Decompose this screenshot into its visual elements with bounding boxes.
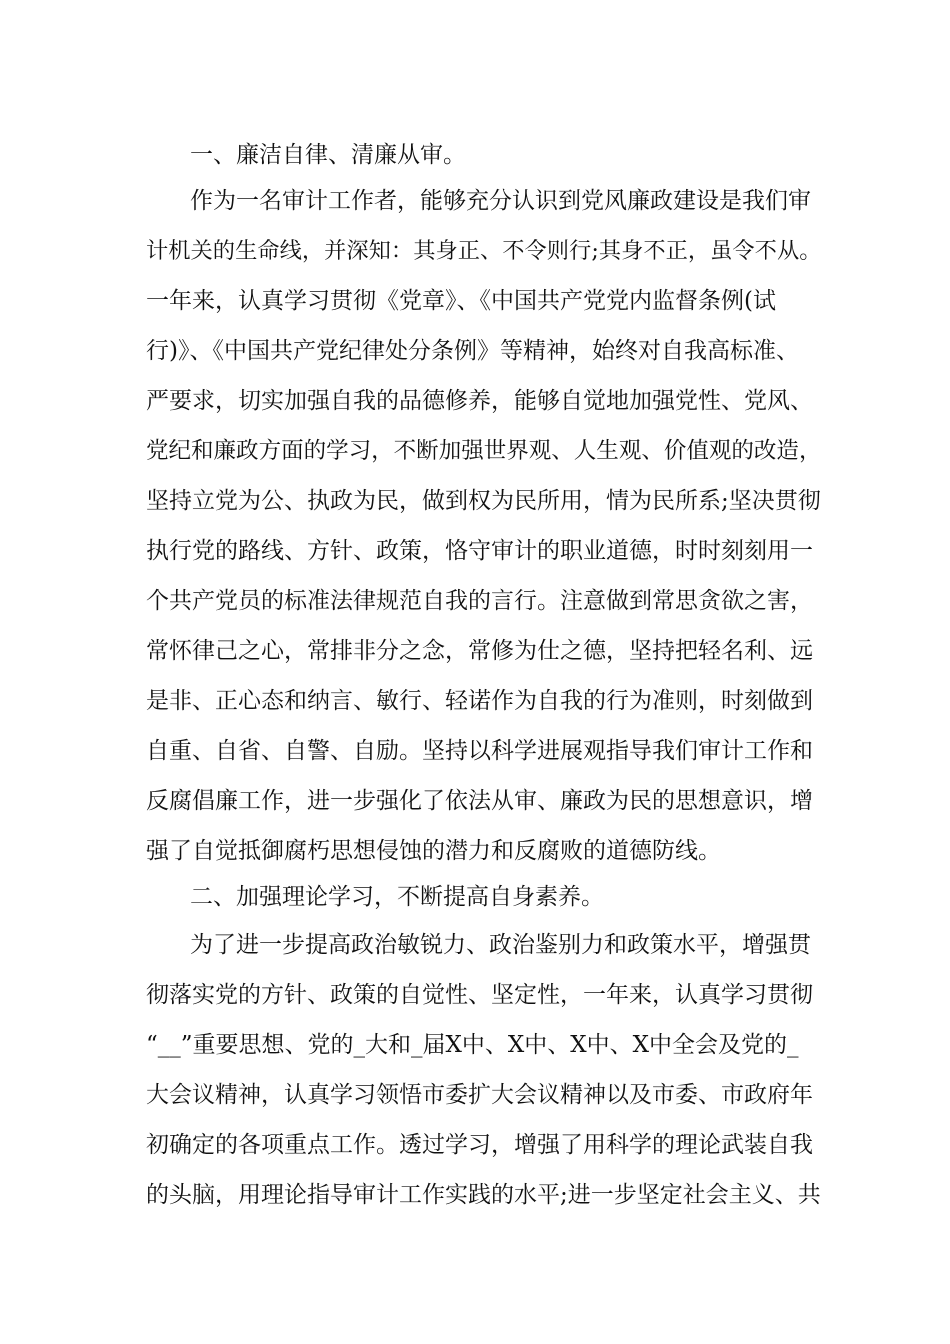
paragraph-line: 计机关的生命线，并深知：其身正、不令则行;其身不正，虽令不从。 (146, 238, 822, 264)
paragraph-line: 彻落实党的方针、政策的自觉性、坚定性，一年来，认真学习贯彻 (146, 982, 813, 1008)
paragraph-line: “__”重要思想、党的_大和_届X中、X中、X中、X中全会及党的_ (146, 1032, 799, 1058)
paragraph-line: 严要求，切实加强自我的品德修养，能够自觉地加强党性、党风、 (146, 388, 813, 414)
paragraph-line: 一年来，认真学习贯彻《党章》、《中国共产党党内监督条例(试 (146, 288, 776, 314)
paragraph-line: 坚持立党为公、执政为民，做到权为民所用，情为民所系;坚决贯彻 (146, 488, 821, 514)
paragraph-line: 执行党的路线、方针、政策，恪守审计的职业道德，时时刻刻用一 (146, 538, 813, 564)
paragraph-line: 常怀律己之心，常排非分之念，常修为仕之德，坚持把轻名利、远 (146, 638, 813, 664)
paragraph-line: 初确定的各项重点工作。透过学习，增强了用科学的理论武装自我 (146, 1132, 813, 1158)
paragraph-line: 行)》、《中国共产党纪律处分条例》等精神，始终对自我高标准、 (146, 338, 799, 364)
paragraph-line: 反腐倡廉工作，进一步强化了依法从审、廉政为民的思想意识，增 (146, 788, 813, 814)
paragraph-line: 的头脑，用理论指导审计工作实践的水平;进一步坚定社会主义、共 (146, 1182, 821, 1208)
paragraph-line: 作为一名审计工作者，能够充分认识到党风廉政建设是我们审 (190, 188, 811, 214)
section-heading-2: 二、加强理论学习，不断提高自身素养。 (190, 884, 604, 910)
paragraph-line: 是非、正心态和纳言、敏行、轻诺作为自我的行为准则，时刻做到 (146, 688, 813, 714)
paragraph-line: 大会议精神，认真学习领悟市委扩大会议精神以及市委、市政府年 (146, 1082, 813, 1108)
paragraph-line: 自重、自省、自警、自励。坚持以科学进展观指导我们审计工作和 (146, 738, 813, 764)
paragraph-line: 为了进一步提高政治敏锐力、政治鉴别力和政策水平，增强贯 (190, 932, 811, 958)
paragraph-line: 党纪和廉政方面的学习，不断加强世界观、人生观、价值观的改造， (146, 438, 822, 464)
paragraph-line: 强了自觉抵御腐朽思想侵蚀的潜力和反腐败的道德防线。 (146, 838, 721, 864)
section-heading-1: 一、廉洁自律、清廉从审。 (190, 142, 466, 168)
paragraph-line: 个共产党员的标准法律规范自我的言行。注意做到常思贪欲之害， (146, 588, 813, 614)
